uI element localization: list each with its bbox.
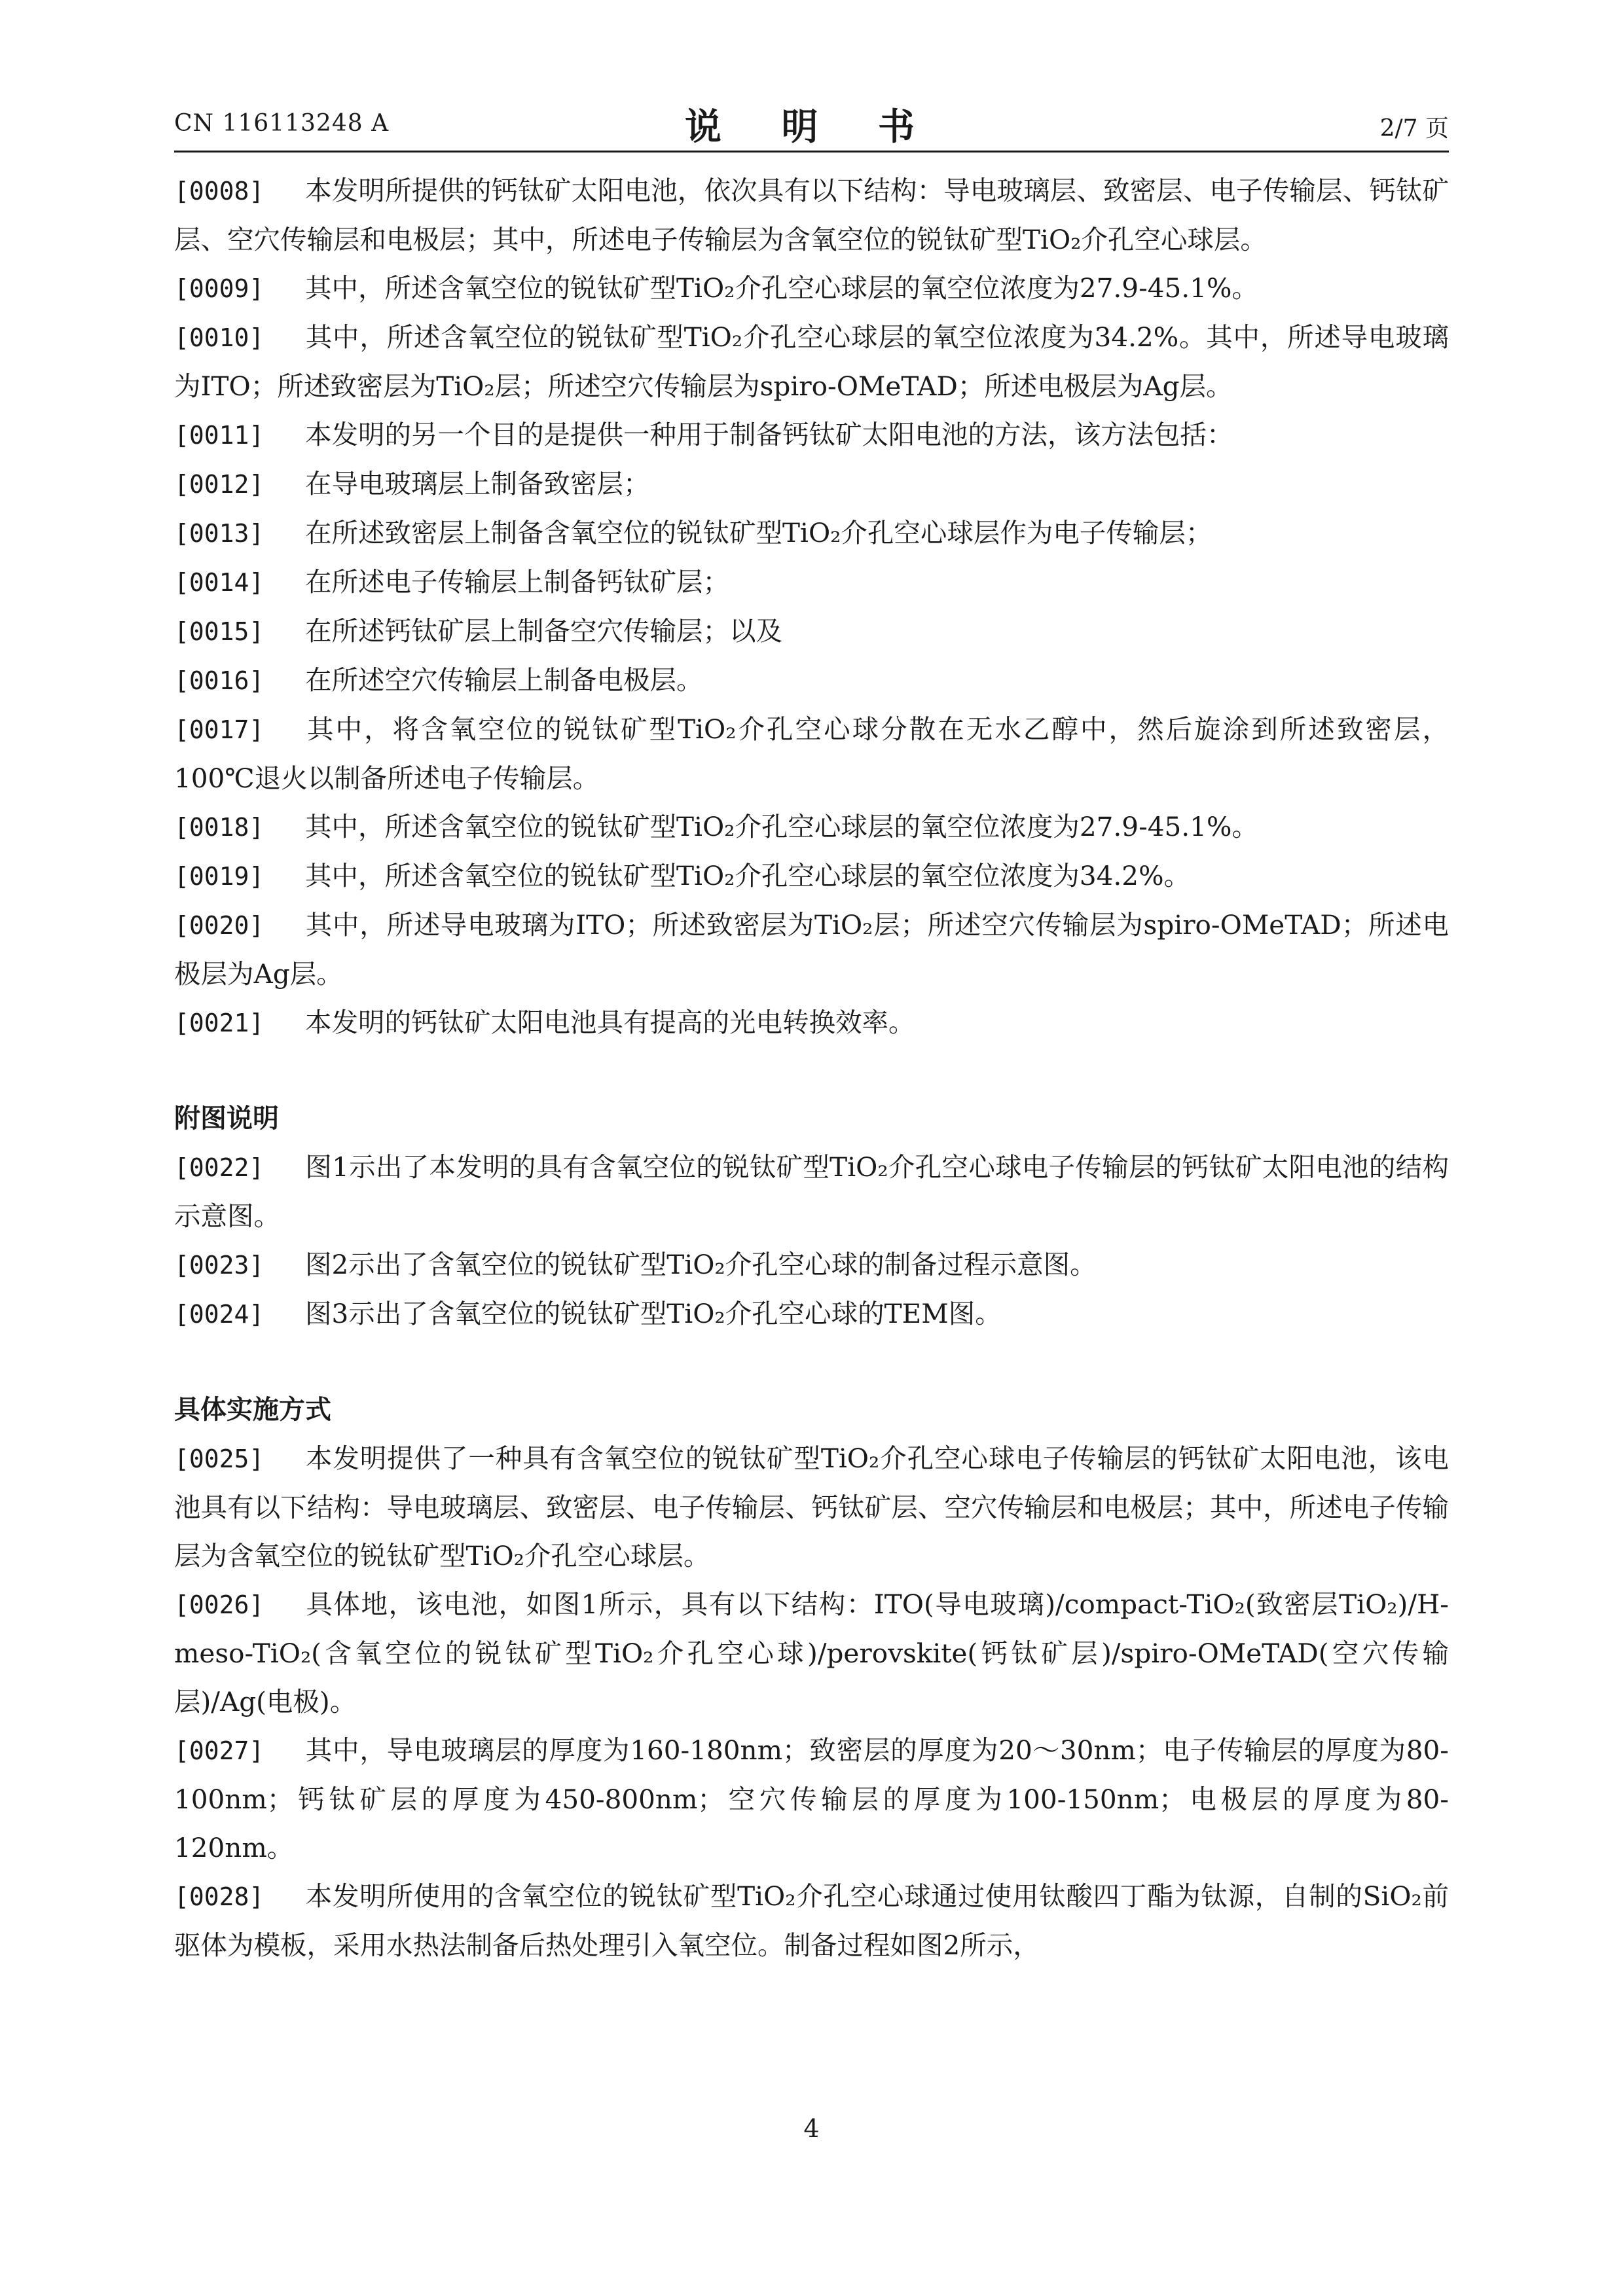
paragraph-number: [0028] xyxy=(174,1882,264,1911)
paragraph-text: 其中，所述含氧空位的锐钛矿型TiO₂介孔空心球层的氧空位浓度为27.9-45.1%。 xyxy=(305,272,1258,304)
document-body xyxy=(174,166,1449,1969)
paragraph-text: 其中，所述含氧空位的锐钛矿型TiO₂介孔空心球层的氧空位浓度为27.9-45.1%。 xyxy=(305,811,1258,842)
paragraph xyxy=(174,1434,1449,1580)
paragraph-number: [0013] xyxy=(174,519,264,548)
paragraph xyxy=(174,558,1449,607)
paragraph xyxy=(174,998,1449,1047)
paragraph-text: 本发明所提供的钙钛矿太阳电池，依次具有以下结构：导电玻璃层、致密层、电子传输层、钙钛矿层、空穴传输层和电极层；其中，所述电子传输层为含氧空位的锐钛矿型TiO₂介孔空心球层。 xyxy=(174,175,1449,255)
paragraph xyxy=(174,459,1449,509)
paragraph xyxy=(174,313,1449,410)
paragraph-number: [0017] xyxy=(174,715,264,744)
paragraph-text: 其中，将含氧空位的锐钛矿型TiO₂介孔空心球分散在无水乙醇中，然后旋涂到所述致密层，100℃退火以制备所述电子传输层。 xyxy=(174,713,1449,794)
paragraph xyxy=(174,1289,1449,1338)
paragraph xyxy=(174,901,1449,998)
paragraph-text: 本发明的另一个目的是提供一种用于制备钙钛矿太阳电池的方法，该方法包括： xyxy=(305,419,1233,450)
paragraph-text: 图1示出了本发明的具有含氧空位的锐钛矿型TiO₂介孔空心球电子传输层的钙钛矿太阳电池的结构示意图。 xyxy=(174,1151,1449,1232)
document-title: 说 明 书 xyxy=(685,105,938,149)
paragraph-number: [0014] xyxy=(174,568,264,597)
paragraph-text: 具体地，该电池，如图1所示，具有以下结构：ITO(导电玻璃)/compact-TiO₂(致密层TiO₂)/H-meso-TiO₂(含氧空位的锐钛矿型TiO₂介孔空心球)/perovskite(钙钛矿层)/spiro-OMeTAD(空穴传输层)/Ag(电极)。 xyxy=(174,1588,1449,1717)
page-header xyxy=(174,98,1449,149)
paragraph-text: 在所述电子传输层上制备钙钛矿层； xyxy=(305,566,729,598)
paragraph xyxy=(174,166,1449,264)
section-heading: 具体实施方式 xyxy=(174,1395,331,1425)
paragraph xyxy=(174,264,1449,313)
paragraph-text: 其中，所述导电玻璃为ITO；所述致密层为TiO₂层；所述空穴传输层为spiro-OMeTAD；所述电极层为Ag层。 xyxy=(174,909,1449,990)
paragraph-text: 在所述空穴传输层上制备电极层。 xyxy=(305,664,703,696)
paragraph-number: [0022] xyxy=(174,1153,264,1182)
paragraph-number: [0027] xyxy=(174,1736,264,1765)
paragraph xyxy=(174,509,1449,558)
paragraph xyxy=(174,1872,1449,1969)
paragraph-text: 其中，导电玻璃层的厚度为160-180nm；致密层的厚度为20～30nm；电子传输层的厚度为80-100nm；钙钛矿层的厚度为450-800nm；空穴传输层的厚度为100-150nm；电极层的厚度为80-120nm。 xyxy=(174,1734,1449,1863)
paragraph-text: 本发明提供了一种具有含氧空位的锐钛矿型TiO₂介孔空心球电子传输层的钙钛矿太阳电池，该电池具有以下结构：导电玻璃层、致密层、电子传输层、钙钛矿层、空穴传输层和电极层；其中，所述电子传输层为含氧空位的锐钛矿型TiO₂介孔空心球层。 xyxy=(174,1443,1449,1571)
paragraph xyxy=(174,410,1449,459)
paragraph-text: 图2示出了含氧空位的锐钛矿型TiO₂介孔空心球的制备过程示意图。 xyxy=(305,1249,1097,1280)
paragraph-text: 在所述致密层上制备含氧空位的锐钛矿型TiO₂介孔空心球层作为电子传输层； xyxy=(305,517,1213,548)
page-indicator: 2/7 页 xyxy=(1379,115,1449,142)
paragraph-number: [0008] xyxy=(174,177,264,206)
paragraph-number: [0021] xyxy=(174,1009,264,1037)
paragraph xyxy=(174,1143,1449,1240)
paragraph-number: [0023] xyxy=(174,1251,264,1280)
header-rule xyxy=(174,151,1449,152)
paragraph-number: [0019] xyxy=(174,862,264,891)
paragraph-text: 其中，所述含氧空位的锐钛矿型TiO₂介孔空心球层的氧空位浓度为34.2%。 xyxy=(305,860,1191,891)
paragraph-text: 图3示出了含氧空位的锐钛矿型TiO₂介孔空心球的TEM图。 xyxy=(305,1298,1002,1329)
paragraph-number: [0020] xyxy=(174,911,264,940)
section-heading: 附图说明 xyxy=(174,1103,279,1134)
paragraph-number: [0011] xyxy=(174,421,264,450)
paragraph-number: [0012] xyxy=(174,470,264,499)
paragraph-number: [0025] xyxy=(174,1444,264,1473)
paragraph xyxy=(174,1726,1449,1872)
paragraph xyxy=(174,1240,1449,1289)
page-number: 4 xyxy=(803,2114,820,2143)
paragraph-text: 在所述钙钛矿层上制备空穴传输层；以及 xyxy=(305,615,782,647)
paragraph-number: [0024] xyxy=(174,1300,264,1329)
paragraph-text: 其中，所述含氧空位的锐钛矿型TiO₂介孔空心球层的氧空位浓度为34.2%。其中，所述导电玻璃为ITO；所述致密层为TiO₂层；所述空穴传输层为spiro-OMeTAD；所述电极层为Ag层。 xyxy=(174,321,1449,402)
paragraph xyxy=(174,802,1449,852)
paragraph-text: 本发明的钙钛矿太阳电池具有提高的光电转换效率。 xyxy=(305,1007,915,1038)
paragraph xyxy=(174,1580,1449,1726)
paragraph-number: [0009] xyxy=(174,274,264,303)
paragraph xyxy=(174,852,1449,901)
paragraph xyxy=(174,705,1449,802)
paragraph xyxy=(174,607,1449,656)
paragraph-number: [0016] xyxy=(174,666,264,695)
paragraph-number: [0026] xyxy=(174,1590,264,1619)
paragraph-number: [0010] xyxy=(174,323,264,352)
paragraph xyxy=(174,656,1449,705)
paragraph-text: 本发明所使用的含氧空位的锐钛矿型TiO₂介孔空心球通过使用钛酸四丁酯为钛源，自制的SiO₂前驱体为模板，采用水热法制备后热处理引入氧空位。制备过程如图2所示， xyxy=(174,1880,1449,1961)
paragraph-text: 在导电玻璃层上制备致密层； xyxy=(305,468,650,499)
paragraph-number: [0015] xyxy=(174,617,264,646)
document-id: CN 116113248 A xyxy=(174,110,390,137)
paragraph-number: [0018] xyxy=(174,813,264,842)
